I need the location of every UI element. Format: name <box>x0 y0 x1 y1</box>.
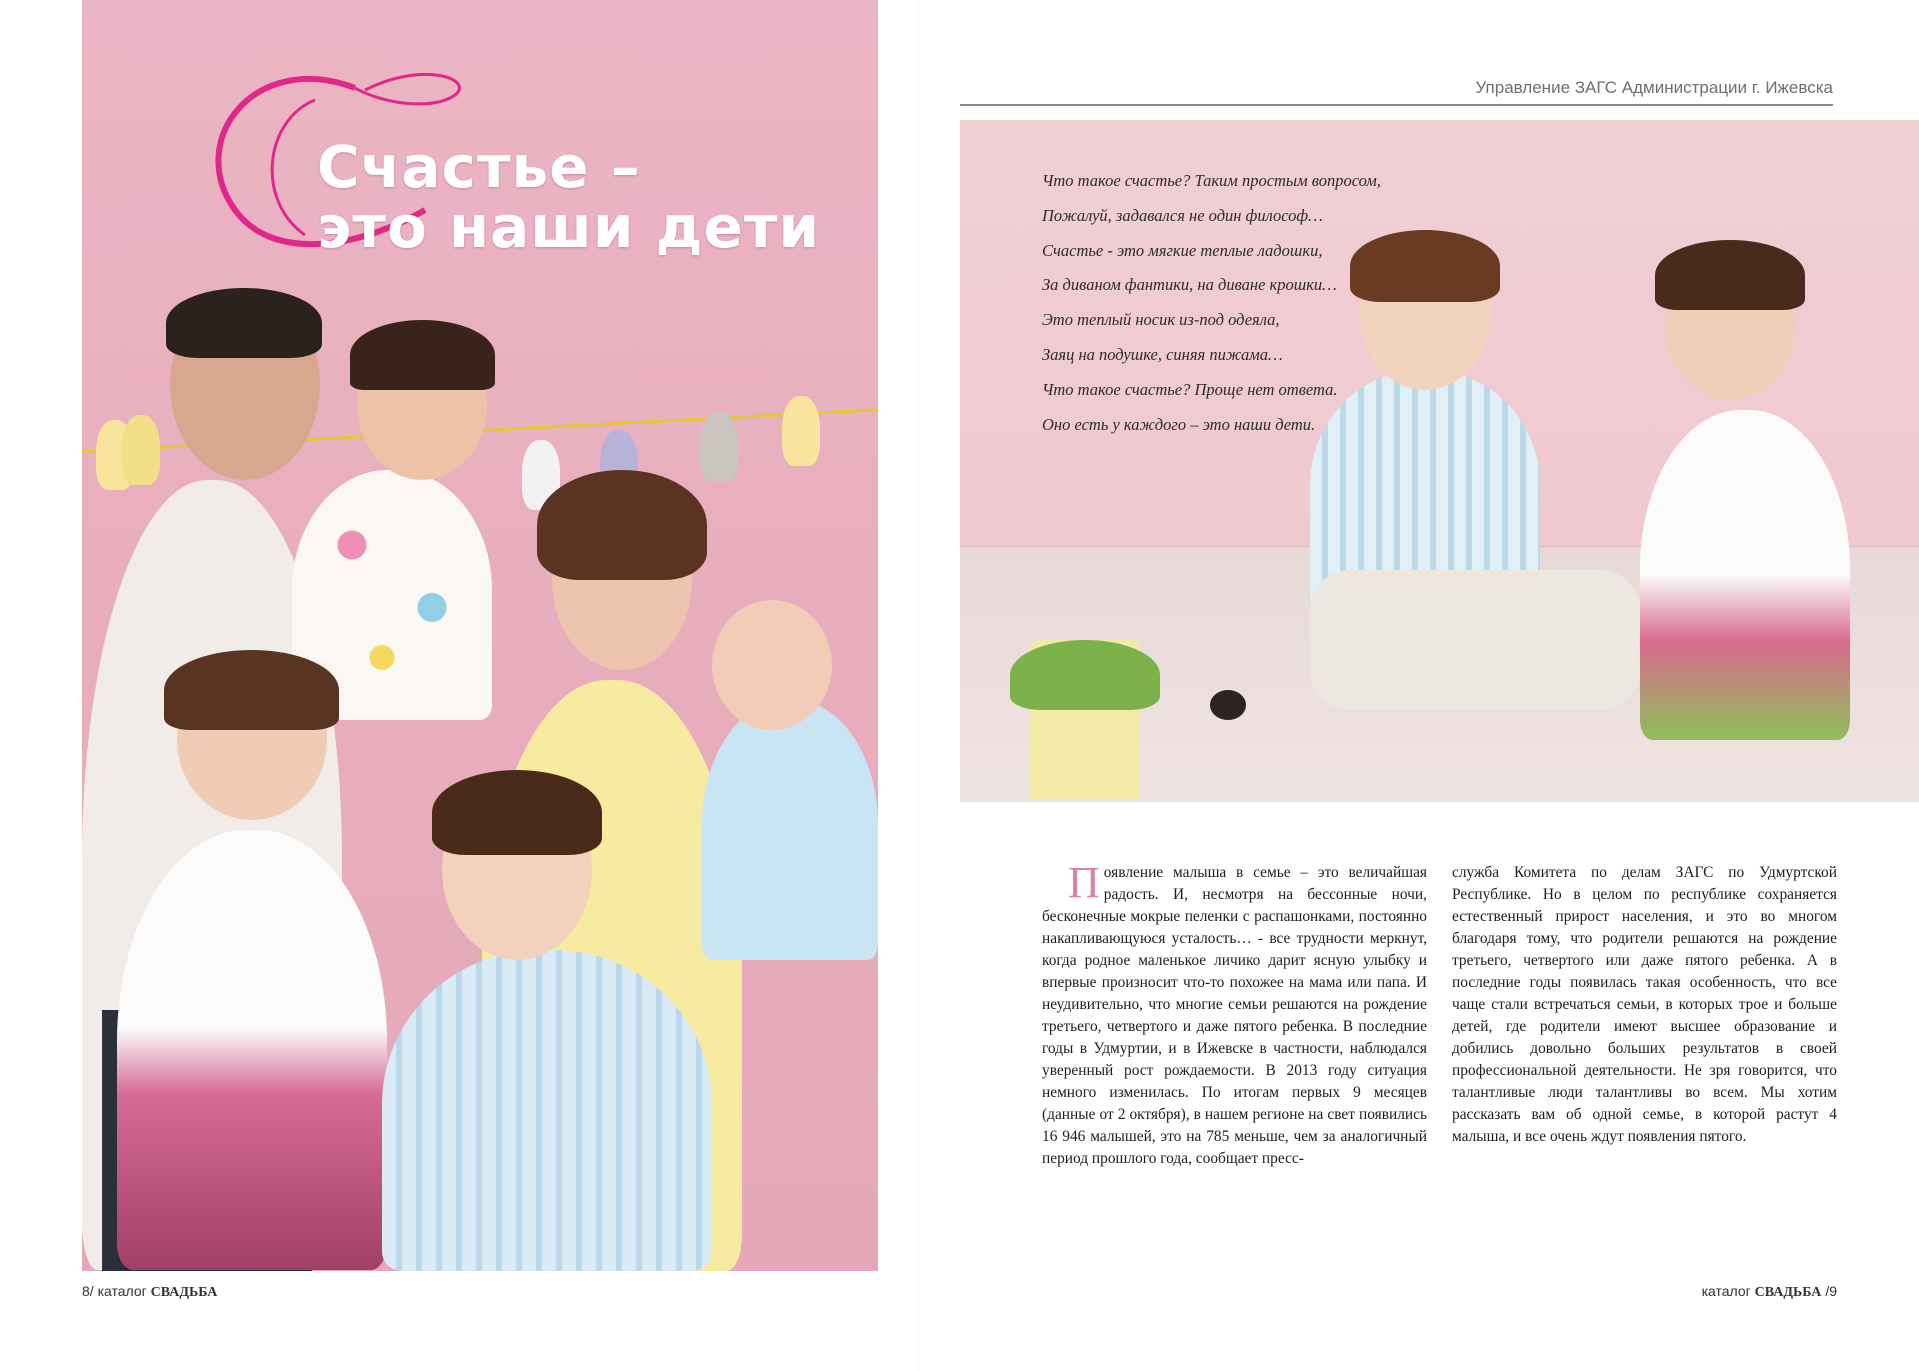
poem-line: Что такое счастье? Таким простым вопросом, <box>1042 171 1381 190</box>
page-gutter <box>918 0 920 1371</box>
article-text-2: служба Комитета по делам ЗАГС по Удмуртской Республике. Но в целом по республике сохраняется естественный прирост населения, и это во многом благодаря тому, что родители решаются на рождение третьего, четвертого или даже пятого ребенка. А в последние годы появилась такая особенность, что все чаще стали встречаться семьи, в которых трое и больше детей, где родители имеют высшее образование и добились довольно больших результатов в своей профессиональной деятельности. Не зря говорится, что талантливые люди талантливы во всем. Мы хотим рассказать вам об одной семье, в которой растут 4 малыша, и все очень ждут появления пятого. <box>1452 864 1837 1145</box>
article-column-1 <box>1042 858 1427 1170</box>
footer-left <box>82 1283 217 1301</box>
boy-hair <box>432 770 602 855</box>
footer-right <box>1702 1283 1837 1301</box>
poem-line: Пожалуй, задавался не один философ… <box>1042 205 1323 225</box>
article-column-2 <box>1452 862 1837 1148</box>
poem-line: Заяц на подушке, синяя пижама… <box>1042 344 1283 364</box>
grass <box>1010 640 1160 710</box>
baby-head <box>712 600 832 730</box>
girl-hair <box>350 320 495 390</box>
paper-bunny <box>700 412 738 482</box>
footer-catalog-label: каталог <box>1701 1283 1751 1299</box>
footer-separator: / <box>1825 1283 1830 1299</box>
girl-hair <box>1655 240 1805 310</box>
boy-pants <box>1310 570 1640 710</box>
poem-line: Счастье - это мягкие теплые ладошки, <box>1042 240 1323 260</box>
girl-front-hair <box>164 650 339 730</box>
boy-plaid-shirt <box>382 950 712 1271</box>
poem-line: Оно есть у каждого – это наши дети. <box>1042 414 1316 434</box>
chick <box>1210 690 1246 720</box>
father-hair <box>166 288 322 358</box>
footer-catalog-label: каталог <box>97 1283 147 1299</box>
article-title-line-2: это наши дети <box>317 193 821 261</box>
baby-blue-shirt <box>702 700 878 960</box>
girl-floral-dress <box>1640 410 1850 740</box>
article-title-line-1: Счастье – <box>317 133 641 201</box>
page-number-right: 9 <box>1829 1283 1837 1299</box>
footer-brand: СВАДЬБА <box>1754 1285 1822 1300</box>
drop-cap: П <box>1068 858 1100 907</box>
poem-line: Что такое счастье? Проще нет ответа. <box>1042 379 1338 399</box>
poem-line: Это теплый носик из-под одеяла, <box>1042 310 1280 330</box>
footer-brand: СВАДЬБА <box>150 1285 218 1300</box>
footer-separator: / <box>89 1283 94 1299</box>
header-rule <box>960 104 1833 106</box>
article-text-1: оявление малыша в семье – это величайшая радость. И, несмотря на бессонные ночи, бесконечные мокрые пеленки с распашонками, постоянно накапливающуюся усталость… - все трудности меркнут, когда родное маленькое личико дарит ясную улыбку и впервые произносит что-то похожее на мама или папа. И неудивительно, что многие семьи решаются на рождение третьего, четвертого и даже пятого ребенка. В последние годы в Удмуртии, и в Ижевске в частности, наблюдался уверенный рост рождаемости. В 2013 году ситуация немного изменилась. По итогам первых 9 месяцев (данные от 2 октября), в нашем регионе на свет появились 16 946 малышей, это на 785 меньше, чем за аналогичный период прошлого года, сообщает пресс- <box>1042 864 1427 1167</box>
page-number-left: 8 <box>82 1283 90 1299</box>
poem-line: За диваном фантики, на диване крошки… <box>1042 275 1337 295</box>
paper-bunny <box>122 415 160 485</box>
mother-hair <box>537 470 707 580</box>
girl-floral-dress <box>117 830 387 1270</box>
poem <box>1042 164 1462 442</box>
running-header: Управление ЗАГС Администрации г. Ижевска <box>1475 78 1833 97</box>
paper-bunny <box>782 396 820 466</box>
